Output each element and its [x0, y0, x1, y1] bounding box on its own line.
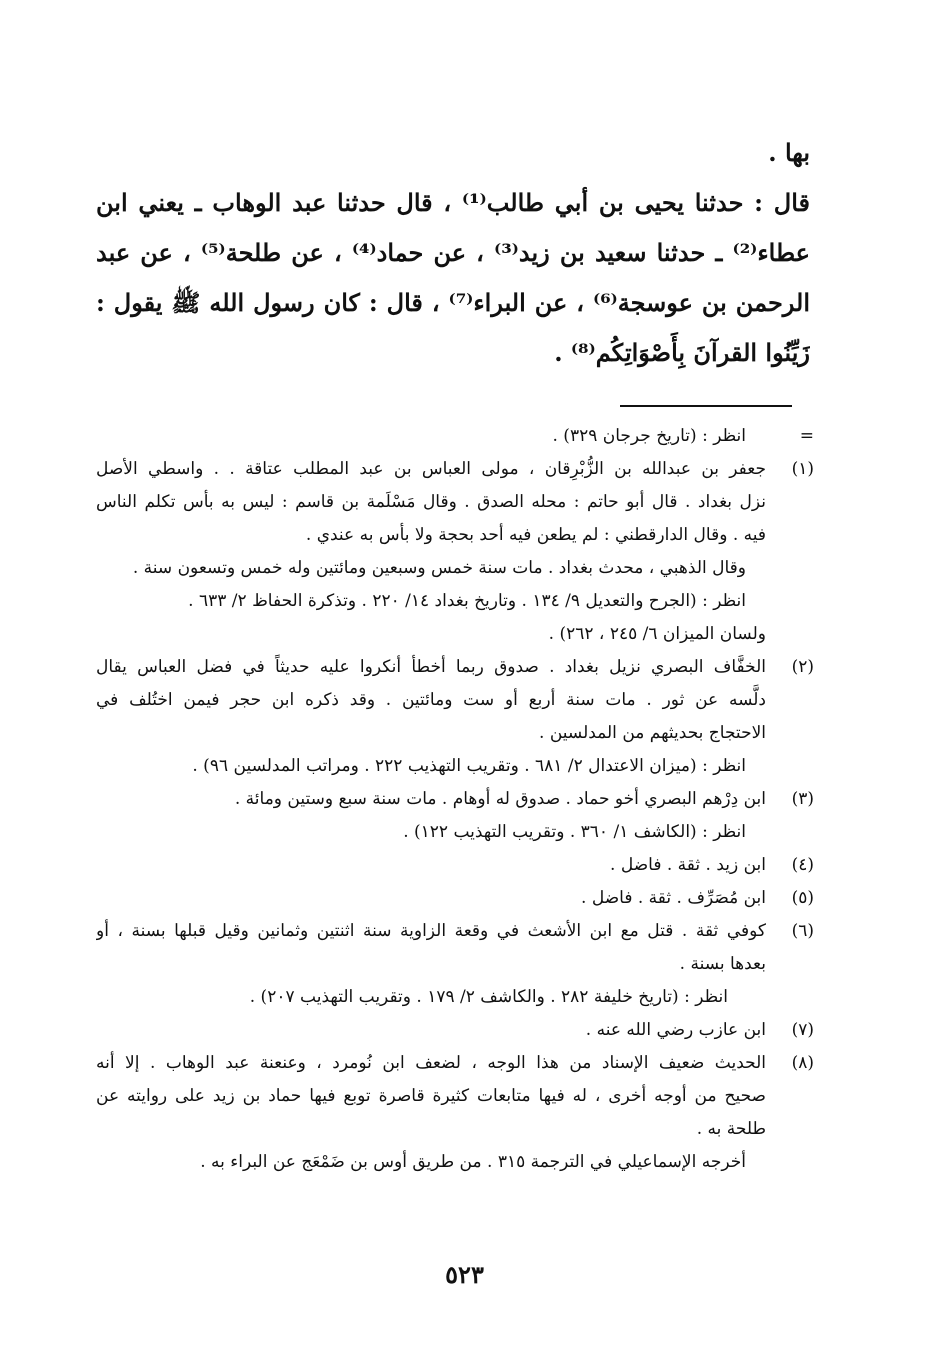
- footnote-line: جعفر بن عبدالله بن الزُّبْرِقان ، مولى العباس بن عبد المطلب عتاقة . . واسطي الأصل: [96, 459, 766, 479]
- footnote-line: انظر : (الجرح والتعديل ٩/ ١٣٤ . وتاريخ بغداد ١٤/ ٢٢٠ . وتذكرة الحفاظ ٢/ ٦٣٣ .: [188, 591, 746, 611]
- footnote-divider: [620, 405, 792, 407]
- footnote-line: انظر : (الكاشف ١/ ٣٦٠ . وتقريب التهذيب ١٢٢) .: [403, 822, 746, 842]
- footnote-marker: (٦): [791, 921, 814, 941]
- footnote-marker: (٨): [791, 1053, 814, 1073]
- page-number: ٥٢٣: [445, 1260, 484, 1289]
- main-text-line: قال : حدثنا يحيى بن أبي طالب⁽¹⁾ ، قال حدثنا عبد الوهاب ـ يعني ابن: [96, 188, 810, 217]
- footnotes: [96, 420, 814, 1179]
- footnote-line: ولسان الميزان ٦/ ٢٤٥ ، ٢٦٢) .: [548, 624, 766, 644]
- footnote-line: فيه . وقال الدارقطني : لم يطعن فيه أحد بحجة ولا بأس به عندي .: [305, 525, 766, 545]
- footnote-line: ابن زيد . ثقة . فاضل .: [610, 855, 766, 875]
- footnote: [96, 1047, 814, 1179]
- main-text-line: بها .: [768, 138, 810, 167]
- footnote: [96, 453, 814, 651]
- footnote-line: صحيح من أوجه أخرى ، له فيها متابعات كثيرة قاصرة توبع فيها حماد بن زيد على روايته عن: [96, 1086, 766, 1106]
- footnote: [96, 420, 814, 453]
- main-text-line: زَيِّنُوا القرآنَ بِأَصْوَاتِكُم⁽⁸⁾ .: [554, 338, 810, 367]
- footnote-line: دلَّسه عن ثور . مات سنة أربع أو ست ومائتين . وقد ذكره ابن حجر فيمن اختُلف في: [96, 690, 766, 710]
- footnote: [96, 783, 814, 849]
- footnote-line: كوفي ثقة . قتل مع ابن الأشعث في وقعة الزاوية سنة اثنتين وثمانين وقيل قبلها بسنة ، أو: [96, 921, 766, 941]
- footnote-marker: (٢): [791, 657, 814, 677]
- footnote-line: وقال الذهبي ، محدث بغداد . مات سنة خمس وسبعين ومائتين وله خمس وتسعون سنة .: [132, 558, 746, 578]
- footnote-marker: (٤): [791, 855, 814, 875]
- footnote: [96, 1014, 814, 1047]
- footnote-line: بعدها بسنة .: [679, 954, 766, 974]
- footnote-line: الخفَّاف البصري نزيل بغداد . صدوق ربما أخطأ أنكروا عليه حديثاً في فضل العباس يقال: [96, 657, 766, 677]
- footnote-line: نزل بغداد . قال أبو حاتم : محله الصدق . وقال مَسْلَمة بن قاسم : ليس به بأس تكلم الناس: [96, 492, 766, 512]
- footnote-line: الحديث ضعيف الإسناد من هذا الوجه ، لضعف ابن نُومرد ، وعنعنة عبد الوهاب . إلا أنه: [96, 1053, 766, 1073]
- footnote: [96, 651, 814, 783]
- footnote-line: الاحتجاج بحديثهم من المدلسين .: [539, 723, 766, 743]
- footnote-line: ابن دِرْهم البصري أخو حماد . صدوق له أوهام . مات سنة سبع وستين ومائة .: [234, 789, 766, 809]
- main-text: [96, 128, 810, 378]
- footnote-marker: (١): [791, 459, 814, 479]
- footnote: [96, 849, 814, 882]
- footnote: [96, 915, 814, 1014]
- footnote-line: انظر : (تاريخ جرجان ٣٢٩) .: [552, 426, 746, 446]
- footnote-line: طلحة به .: [696, 1119, 766, 1139]
- footnote-line: انظر : (تاريخ خليفة ٢٨٢ . والكاشف ٢/ ١٧٩ . وتقريب التهذيب ٢٠٧) .: [249, 987, 728, 1007]
- main-text-line: الرحمن بن عوسجة⁽⁶⁾ ، عن البراء⁽⁷⁾ ، قال : كان رسول الله ﷺ يقول :: [96, 288, 810, 317]
- footnote: [96, 882, 814, 915]
- footnote-line: أخرجه الإسماعيلي في الترجمة ٣١٥ . من طريق أوس بن ضَمْعَج عن البراء به .: [200, 1152, 746, 1172]
- footnote-marker: (٧): [791, 1020, 814, 1040]
- footnote-line: ابن مُصَرِّف . ثقة . فاضل .: [581, 888, 766, 908]
- footnote-marker: (٥): [791, 888, 814, 908]
- footnote-line: انظر : (ميزان الاعتدال ٢/ ٦٨١ . وتقريب التهذيب ٢٢٢ . ومراتب المدلسين ٩٦) .: [192, 756, 746, 776]
- footnote-line: ابن عازب رضي الله عنه .: [585, 1020, 766, 1040]
- footnote-marker: (٣): [791, 789, 814, 809]
- main-text-line: عطاء⁽²⁾ ـ حدثنا سعيد بن زيد⁽³⁾ ، عن حماد⁽⁴⁾ ، عن طلحة⁽⁵⁾ ، عن عبد: [96, 238, 810, 267]
- footnote-marker: =: [799, 426, 814, 446]
